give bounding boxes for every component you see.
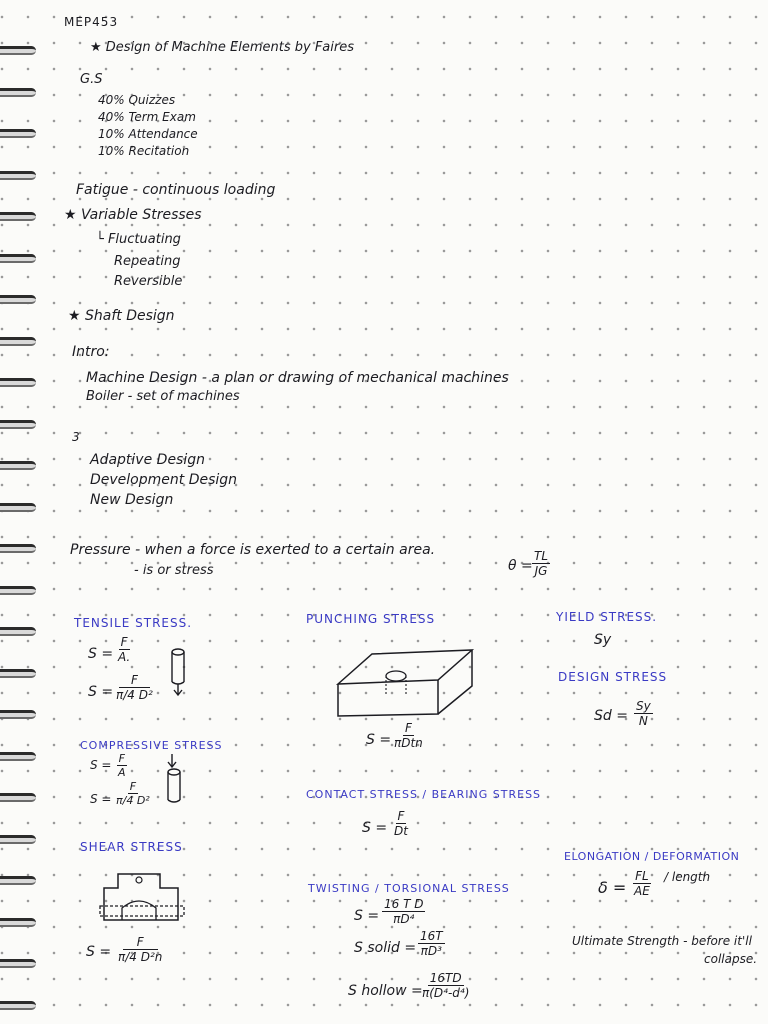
spiral-coil: [0, 503, 36, 512]
twisting-f1-fraction: [382, 898, 425, 926]
contact-stress-title: CONTACT STRESS / BEARING STRESS: [306, 788, 542, 801]
fraction-denominator: π/4 D²: [116, 688, 153, 702]
variable-stresses-heading: ★ Variable Stresses: [64, 207, 202, 223]
shear-f1-lhs: S =: [86, 944, 112, 960]
fraction-numerator: FL: [635, 869, 649, 883]
spiral-coil: [0, 378, 36, 387]
punching-f1-lhs: S =: [366, 732, 392, 748]
course-code: MEP453: [64, 15, 119, 29]
spiral-coil: [0, 1001, 36, 1010]
ultimate-strength-note-cont: collapse.: [704, 952, 758, 966]
contact-f1-fraction: [392, 810, 410, 838]
compressive-f2-lhs: S =: [90, 792, 112, 806]
fraction-denominator: π/4 D²: [116, 794, 150, 807]
spiral-coil: [0, 88, 36, 97]
grading-item: 10% Attendance: [98, 127, 198, 141]
pressure-definition: Pressure - when a force is exerted to a certain area.: [70, 542, 436, 558]
fraction-numerator: 16TD: [429, 971, 462, 985]
contact-f1-lhs: S =: [362, 820, 388, 836]
design-type: Adaptive Design: [90, 452, 205, 468]
spiral-coil: [0, 295, 36, 304]
intro-heading: Intro:: [72, 344, 110, 360]
tensile-f2-lhs: S =: [88, 684, 114, 700]
spiral-coil: [0, 793, 36, 802]
elongation-suffix: / length: [664, 870, 711, 884]
grading-heading: G.S: [80, 72, 103, 87]
fraction-numerator: F: [397, 809, 405, 823]
variable-stress-item: Repeating: [114, 254, 181, 269]
shaft-design-note: ★ Shaft Design: [68, 308, 175, 324]
spiral-coil: [0, 212, 36, 221]
spiral-binding: [0, 0, 38, 1024]
compressive-f1-fraction: [116, 752, 128, 780]
pressure-definition-cont: - is or stress: [134, 563, 214, 578]
compressive-f2-fraction: [114, 780, 152, 808]
grading-item: 40% Quizzes: [98, 93, 176, 107]
fraction-denominator: πDtn: [394, 736, 423, 750]
fraction-denominator: π(D⁴-d⁴): [422, 986, 470, 1000]
fraction-denominator: A: [118, 766, 126, 779]
theta-formula-fraction: [532, 550, 550, 578]
fraction-numerator: F: [119, 674, 150, 688]
variable-stress-item: Reversible: [114, 274, 183, 289]
fraction-denominator: πD³: [420, 944, 442, 958]
fraction-numerator: F: [404, 721, 412, 735]
fraction-numerator: 16 T D: [384, 897, 424, 911]
fraction-numerator: F: [120, 635, 128, 649]
spiral-coil: [0, 959, 36, 968]
design-f1-fraction: [634, 700, 653, 728]
fraction-denominator: N: [638, 714, 648, 728]
spiral-coil: [0, 337, 36, 346]
fraction-numerator: F: [129, 780, 137, 793]
tensile-stress-title: TENSILE STRESS.: [74, 616, 193, 630]
design-type: New Design: [90, 492, 174, 508]
design-type: Development Design: [90, 472, 238, 488]
twisting-f2-fraction: [418, 930, 445, 958]
fraction-denominator: πD⁴: [393, 912, 415, 926]
punching-f1-fraction: [392, 722, 425, 750]
grading-item: 10% Recitation: [98, 144, 190, 158]
fraction-numerator: F: [123, 936, 158, 950]
spiral-coil: [0, 586, 36, 595]
tensile-f1-lhs: S =: [88, 646, 114, 662]
punching-stress-title: PUNCHING STRESS: [306, 612, 436, 626]
tensile-f1-fraction: [116, 636, 132, 664]
spiral-coil: [0, 669, 36, 678]
compressive-stress-title: COMPRESSIVE STRESS: [80, 739, 223, 752]
spiral-coil: [0, 420, 36, 429]
spiral-coil: [0, 627, 36, 636]
elongation-f1-fraction: [632, 870, 652, 898]
yield-stress-symbol: Sy: [594, 632, 612, 648]
twisting-f3-lhs: S hollow =: [348, 983, 423, 999]
compressive-rod-sketch: [162, 754, 186, 806]
twisting-f3-fraction: [420, 972, 471, 1000]
tensile-f2-fraction: [114, 674, 155, 702]
design-types-count: 3: [72, 430, 80, 444]
yield-stress-title: YIELD STRESS.: [556, 610, 658, 624]
variable-stress-item: └ Fluctuating: [96, 232, 181, 247]
grading-item: 40% Term Exam: [98, 110, 196, 124]
spiral-coil: [0, 254, 36, 263]
design-f1-lhs: Sd =: [594, 708, 628, 724]
ultimate-strength-note: Ultimate Strength - before it'll: [572, 934, 752, 948]
spiral-coil: [0, 752, 36, 761]
elongation-f1-lhs: δ =: [598, 878, 627, 897]
fraction-numerator: F: [118, 752, 125, 765]
shear-stress-title: SHEAR STRESS: [80, 840, 183, 854]
twisting-stress-title: TWISTING / TORSIONAL STRESS: [308, 882, 510, 895]
spiral-coil: [0, 876, 36, 885]
intro-line: Boiler - set of machines: [86, 389, 240, 404]
fraction-denominator: A.: [118, 650, 131, 664]
twisting-f2-lhs: S solid =: [354, 940, 417, 956]
twisting-f1-lhs: S =: [354, 908, 380, 924]
spiral-coil: [0, 835, 36, 844]
spiral-coil: [0, 544, 36, 553]
spiral-coil: [0, 129, 36, 138]
theta-formula-lhs: θ =: [508, 558, 533, 574]
fraction-denominator: Dt: [394, 824, 408, 838]
fraction-numerator: Sy: [636, 699, 651, 713]
fraction-denominator: JG: [534, 564, 548, 578]
tensile-rod-sketch: [168, 648, 192, 696]
spiral-coil: [0, 918, 36, 927]
spiral-coil: [0, 710, 36, 719]
fraction-numerator: 16T: [420, 929, 443, 943]
fatigue-note: Fatigue - continuous loading: [76, 182, 276, 198]
shear-pin-sketch: [98, 868, 188, 930]
design-stress-title: DESIGN STRESS: [558, 670, 668, 684]
fraction-denominator: AE: [634, 884, 650, 898]
elongation-title: ELONGATION / DEFORMATION: [564, 850, 740, 863]
punching-plate-sketch: [334, 646, 476, 720]
shear-f1-fraction: [116, 936, 164, 964]
spiral-coil: [0, 461, 36, 470]
fraction-numerator: TL: [534, 549, 549, 563]
spiral-coil: [0, 46, 36, 55]
spiral-coil: [0, 171, 36, 180]
intro-line: Machine Design - a plan or drawing of mechanical machines: [86, 370, 509, 386]
compressive-f1-lhs: S =: [90, 758, 112, 772]
textbook-note: ★ Design of Machine Elements by Faires: [90, 40, 354, 55]
fraction-denominator: π/4 D²n: [118, 950, 163, 964]
